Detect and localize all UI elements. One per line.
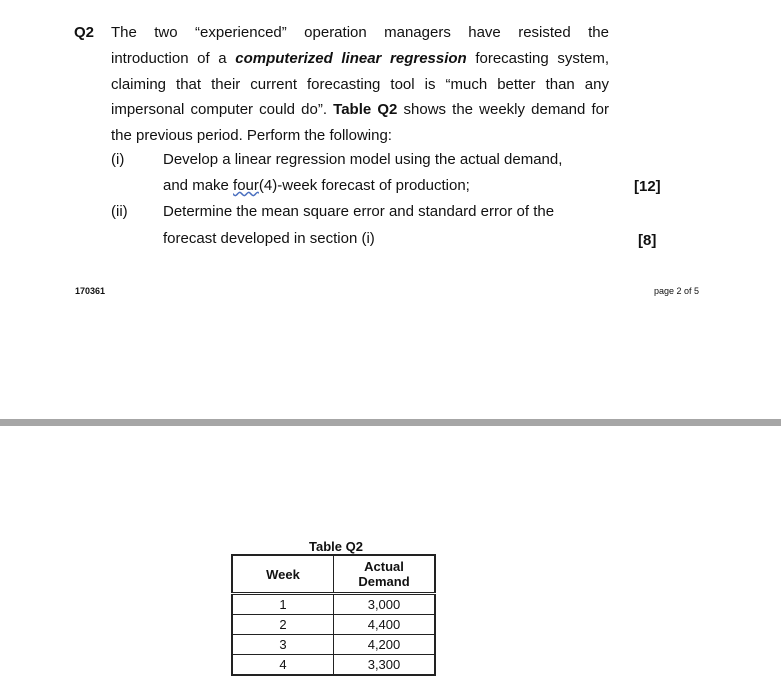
document-code: 170361 (75, 286, 106, 296)
text-run: impersonal computer could do”. (111, 101, 334, 119)
paragraph-line: claiming that their current forecasting tool is “much better than any (111, 75, 609, 93)
text-run: and make (163, 177, 234, 194)
item-i-line-1: Develop a linear regression model using the actual demand, (163, 151, 563, 168)
question-number: Q2 (74, 24, 95, 41)
item-i-line-2 (163, 177, 470, 194)
question-paragraph (111, 20, 609, 149)
marks-i: [12] (634, 178, 661, 195)
demand-cell: 3,300 (334, 655, 436, 676)
item-label-ii: (ii) (111, 203, 128, 220)
demand-table (231, 554, 436, 676)
item-ii-line-2: forecast developed in section (i) (163, 230, 375, 247)
week-cell: 4 (232, 655, 334, 676)
demand-cell: 3,000 (334, 594, 436, 615)
week-cell: 1 (232, 594, 334, 615)
emphasis-text: computerized linear regression (235, 49, 467, 67)
week-cell: 2 (232, 615, 334, 635)
text-run: shows the weekly demand for (397, 101, 609, 119)
demand-cell: 4,200 (334, 635, 436, 655)
header-text: Demand (358, 574, 410, 589)
item-ii-line-1: Determine the mean square error and standard error of the (163, 203, 555, 220)
header-week: Week (232, 555, 334, 594)
paragraph-line (111, 46, 609, 72)
table-row (232, 635, 435, 655)
table-header-row (232, 555, 435, 594)
marks-ii: [8] (638, 232, 657, 249)
week-cell: 3 (232, 635, 334, 655)
text-run: introduction of a (111, 49, 236, 67)
demand-cell: 4,400 (334, 615, 436, 635)
text-run: forecasting system, (466, 49, 609, 67)
page-divider (0, 419, 781, 426)
table-row (232, 655, 435, 676)
table-row (232, 594, 435, 615)
spellcheck-underlined-word: four (233, 177, 259, 194)
table-row (232, 615, 435, 635)
item-label-i: (i) (111, 151, 125, 168)
text-run: (4)-week forecast of production; (258, 177, 470, 194)
header-actual-demand (334, 555, 436, 594)
table-reference: Table Q2 (333, 101, 398, 119)
page-number: page 2 of 5 (654, 286, 700, 296)
paragraph-line: The two “experienced” operation managers have resisted the (111, 24, 609, 41)
table-caption: Table Q2 (309, 539, 363, 554)
header-text: Actual (364, 559, 404, 574)
paragraph-line: the previous period. Perform the following: (111, 127, 392, 145)
paragraph-line (111, 97, 609, 123)
